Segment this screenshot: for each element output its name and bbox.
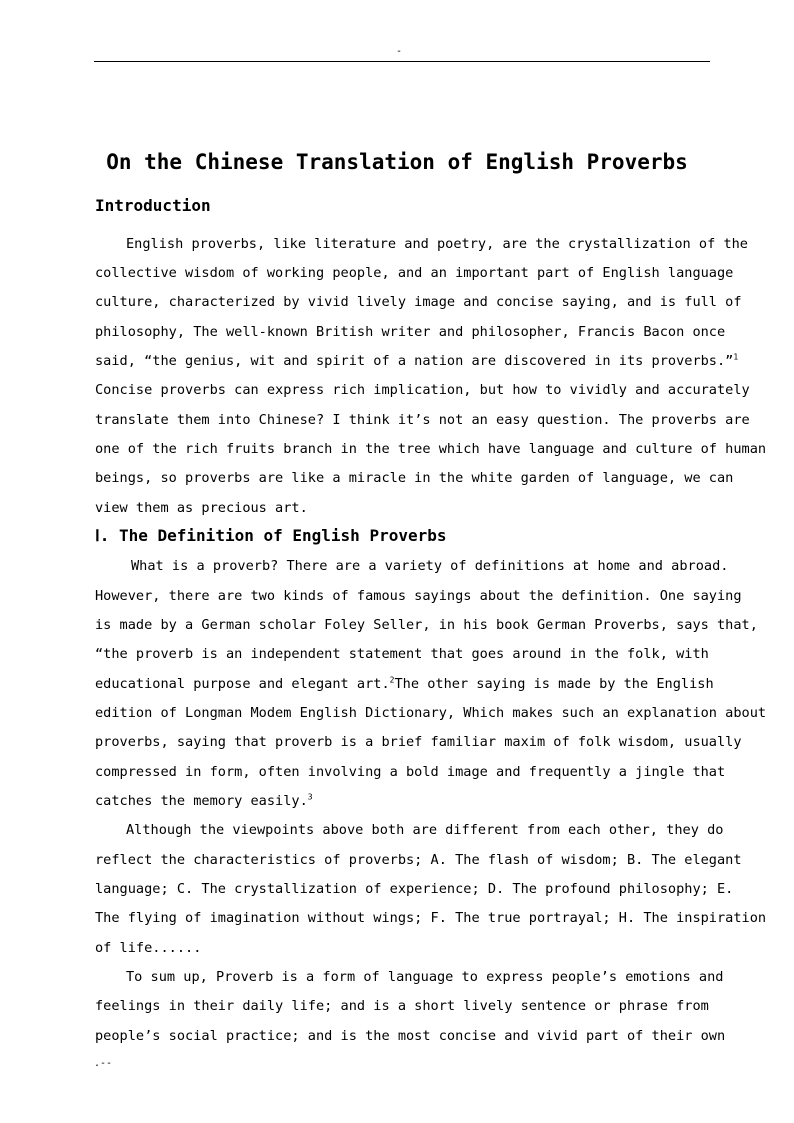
viewpoint-line: reflect the characteristics of proverbs; A. The flash of wisdom; B. The elegant (95, 852, 742, 868)
definition-line (95, 674, 714, 694)
definition-line-text: The other saying is made by the English (394, 676, 714, 692)
viewpoint-line: language; C. The crystallization of experience; D. The profound philosophy; E. (95, 881, 734, 897)
intro-line: collective wisdom of working people, and an important part of English language (95, 265, 734, 281)
definition-line: However, there are two kinds of famous sayings about the definition. One saying (95, 588, 742, 604)
intro-line: English proverbs, like literature and poetry, are the crystallization of the (126, 236, 748, 252)
footer-mark: .-- (94, 1058, 113, 1069)
intro-line: beings, so proverbs are like a miracle in the white garden of language, we can (95, 470, 734, 486)
definition-line: compressed in form, often involving a bold image and frequently a jingle that (95, 764, 726, 780)
viewpoint-line: of life...... (95, 940, 202, 956)
intro-line: Concise proverbs can express rich implication, but how to vividly and accurately (95, 382, 750, 398)
intro-line: philosophy, The well-known British writer and philosopher, Francis Bacon once (95, 324, 726, 340)
section-1-heading: Ⅰ. The Definition of English Proverbs (95, 526, 447, 545)
summary-line: To sum up, Proverb is a form of language to express people’s emotions and (126, 969, 724, 985)
footnote-marker-2: 2 (389, 675, 395, 685)
introduction-heading: Introduction (95, 196, 211, 215)
definition-line: proverbs, saying that proverb is a brief familiar maxim of folk wisdom, usually (95, 734, 742, 750)
intro-line: translate them into Chinese? I think it’s not an easy question. The proverbs are (95, 412, 750, 428)
document-title: On the Chinese Translation of English Proverbs (106, 150, 688, 174)
footnote-marker-1: 1 (733, 352, 739, 362)
definition-line: edition of Longman Modem English Dictionary, Which makes such an explanation about (95, 705, 767, 721)
definition-line (95, 791, 707, 811)
viewpoint-line: Although the viewpoints above both are different from each other, they do (126, 822, 724, 838)
definition-line: What is a proverb? There are a variety of definitions at home and abroad. (131, 558, 729, 574)
summary-line: feelings in their daily life; and is a short lively sentence or phrase from (95, 998, 709, 1014)
intro-line: view them as precious art. (95, 500, 308, 516)
definition-line: is made by a German scholar Foley Seller, in his book German Proverbs, says that, (95, 617, 758, 633)
intro-line: one of the rich fruits branch in the tree which have language and culture of human (95, 441, 767, 457)
summary-line: people’s social practice; and is the most concise and vivid part of their own (95, 1028, 726, 1044)
header-mark: - (396, 46, 403, 57)
intro-line (95, 351, 739, 371)
header-rule (94, 61, 710, 62)
intro-line-text: said, “the genius, wit and spirit of a nation are discovered in its proverbs.” (95, 353, 734, 369)
viewpoint-line: The flying of imagination without wings; F. The true portrayal; H. The inspiration (95, 910, 767, 926)
definition-line: “the proverb is an independent statement that goes around in the folk, with (95, 646, 709, 662)
definition-line-text: educational purpose and elegant art. (95, 676, 390, 692)
definition-line-text: catches the memory easily. (95, 793, 308, 809)
footnote-marker-3: 3 (307, 792, 313, 802)
intro-line: culture, characterized by vivid lively image and concise saying, and is full of (95, 294, 742, 310)
